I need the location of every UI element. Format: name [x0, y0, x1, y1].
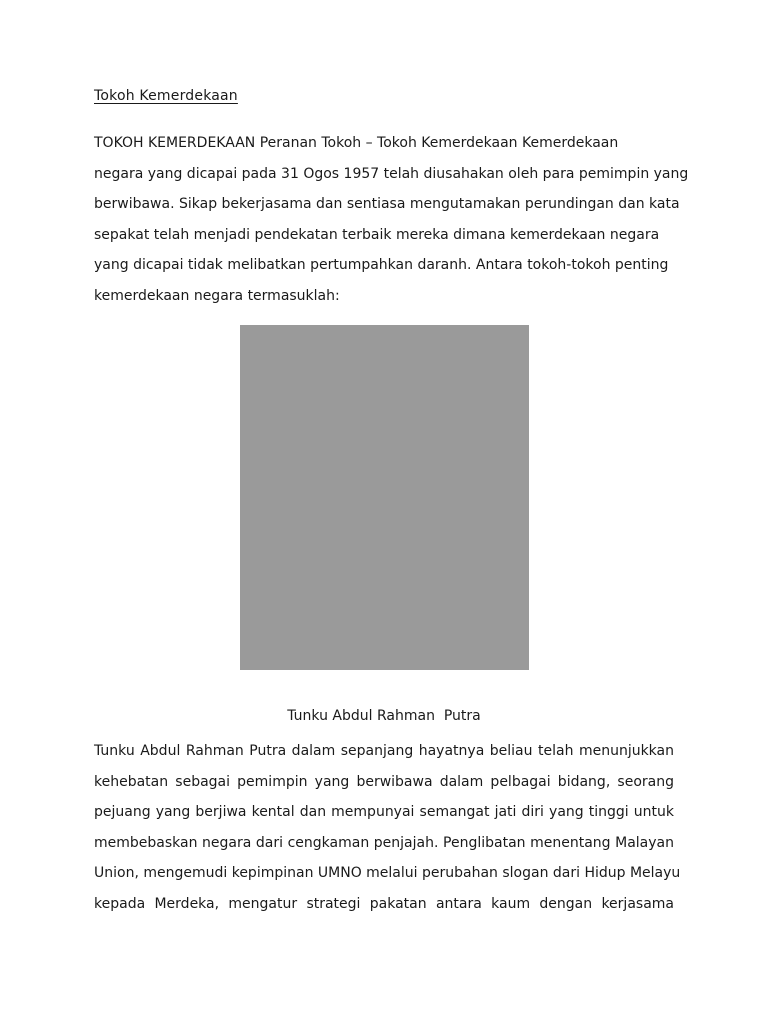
intro-line: berwibawa. Sikap bekerjasama dan sentiasa mengutamakan perundingan dan kata	[94, 196, 680, 212]
portrait-photo	[240, 325, 529, 670]
document-heading: Tokoh Kemerdekaan	[94, 88, 238, 104]
body-paragraph	[94, 736, 681, 919]
portrait-caption: Tunku Abdul Rahman Putra	[287, 708, 481, 724]
body-line: Tunku Abdul Rahman Putra dalam sepanjang hayatnya beliau telah menunjukkan	[94, 743, 674, 759]
body-line: pejuang yang berjiwa kental dan mempunyai semangat jati diri yang tinggi untuk	[94, 804, 674, 820]
intro-line: sepakat telah menjadi pendekatan terbaik mereka dimana kemerdekaan negara	[94, 226, 660, 243]
intro-line: yang dicapai tidak melibatkan pertumpahkan daranh. Antara tokoh-tokoh penting	[94, 257, 669, 273]
body-line: membebaskan negara dari cengkaman penjajah. Penglibatan menentang Malayan	[94, 834, 674, 851]
intro-paragraph	[94, 128, 689, 311]
body-line: kehebatan sebagai pemimpin yang berwibawa dalam pelbagai bidang, seorang	[94, 773, 674, 790]
intro-line: TOKOH KEMERDEKAAN Peranan Tokoh – Tokoh Kemerdekaan Kemerdekaan	[94, 135, 619, 151]
intro-line: negara yang dicapai pada 31 Ogos 1957 telah diusahakan oleh para pemimpin yang	[94, 165, 689, 182]
body-line: kepada Merdeka, mengatur strategi pakatan antara kaum dengan kerjasama	[94, 895, 674, 912]
intro-line: kemerdekaan negara termasuklah:	[94, 287, 340, 304]
body-line: Union, mengemudi kepimpinan UMNO melalui perubahan slogan dari Hidup Melayu	[94, 865, 681, 881]
